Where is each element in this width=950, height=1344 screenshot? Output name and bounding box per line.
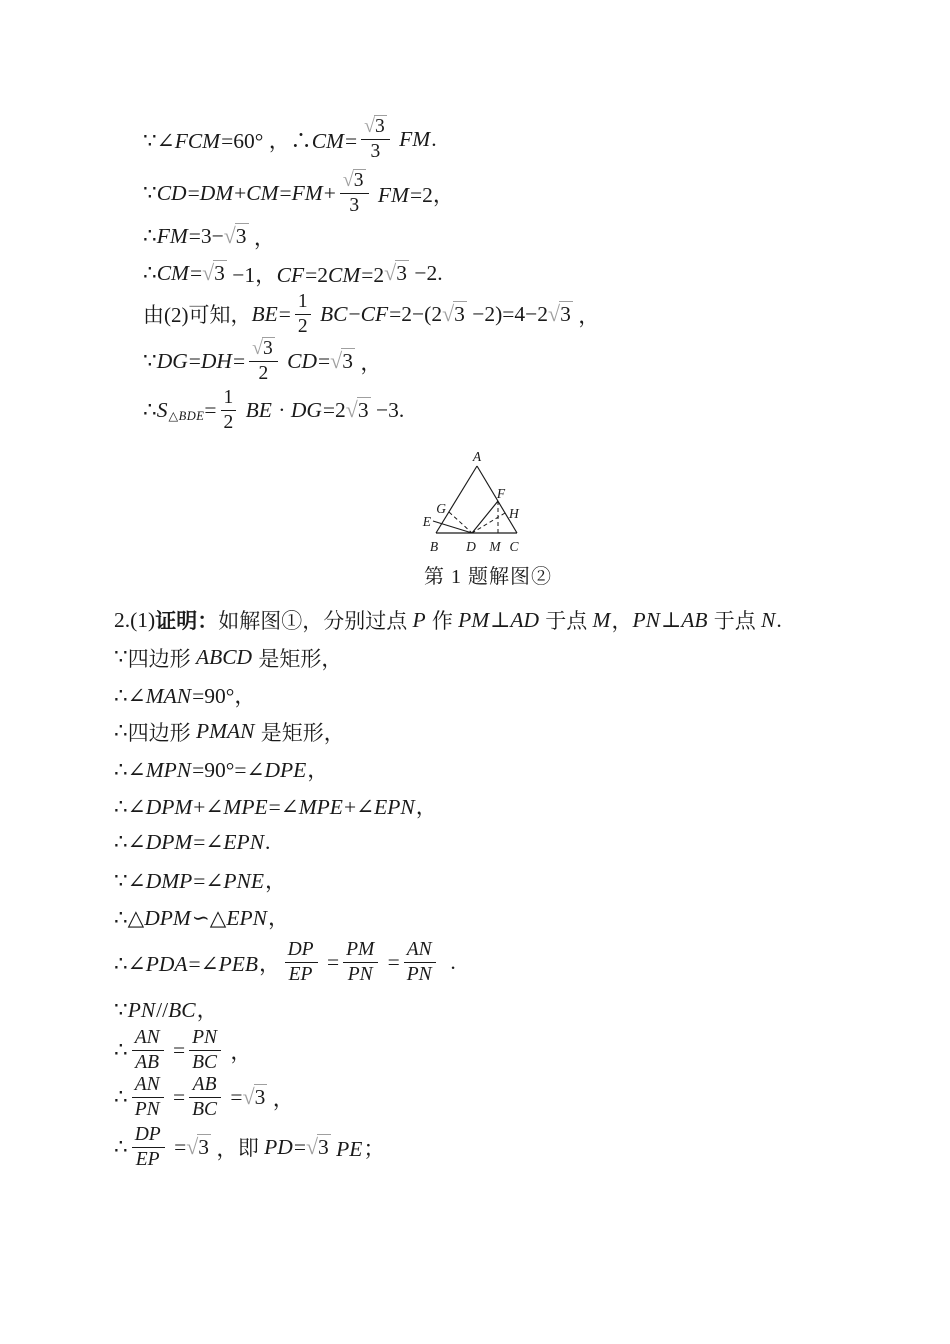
square-root: √3 (305, 1134, 329, 1159)
square-root: √3 (186, 1134, 209, 1159)
figure-edge-HD (472, 513, 505, 533)
solution-1-continuation-block (0, 110, 950, 434)
math-text: ， (267, 1086, 295, 1111)
math-text: AB (192, 1073, 217, 1095)
math-line (114, 1027, 950, 1073)
math-text: ∴ (114, 1134, 128, 1159)
radical-sign: √ (186, 1134, 199, 1159)
math-text: N. (760, 607, 782, 632)
math-text: ， (572, 303, 600, 328)
math-text: 2 (223, 411, 234, 433)
math-text: = (167, 1084, 186, 1109)
math-text: ∴ (114, 719, 128, 743)
math-line (114, 713, 950, 750)
math-line (114, 1073, 950, 1121)
math-text: ∴ (114, 1037, 128, 1062)
proof-label-text: 证明： (155, 609, 219, 633)
fraction (189, 1074, 221, 1121)
math-text: BC (192, 1098, 218, 1120)
radical-sign: √ (342, 169, 354, 192)
figure-point-label-A: A (472, 449, 482, 464)
math-text: 2 (297, 315, 308, 337)
fraction (221, 387, 237, 434)
geometry-figure-wrap (405, 438, 571, 560)
math-line (143, 218, 950, 254)
square-root: √3 (342, 169, 364, 192)
math-text: PD= (264, 1134, 306, 1159)
math-text: PN (192, 1026, 218, 1048)
math-text: −2)=4−2 (466, 301, 549, 326)
math-text: FM=2， (377, 182, 455, 207)
radical-sign: √ (384, 260, 397, 285)
chinese-text: 四边形 (127, 720, 196, 745)
chinese-text: 即 (237, 1136, 265, 1160)
square-root: √3 (548, 301, 571, 326)
figure-point-label-F: F (496, 486, 506, 501)
radical-sign: √ (345, 397, 358, 422)
math-text: BC−CF=2−(2 (320, 301, 443, 326)
fraction (404, 939, 436, 986)
square-root: √3 (384, 260, 407, 285)
math-text: . (439, 949, 456, 974)
math-line (114, 639, 950, 676)
math-text: CD= (287, 348, 331, 373)
math-text: ∴∠PDA=∠PEB， (114, 951, 281, 976)
chinese-text: 是矩形， (253, 646, 343, 671)
math-text: P (412, 607, 426, 632)
square-root: √3 (345, 397, 369, 422)
math-text: PN (406, 963, 432, 985)
math-text: −2. (408, 260, 443, 285)
math-text: EP (288, 963, 313, 985)
math-text: DP (134, 1123, 161, 1145)
math-text: AN (134, 1026, 160, 1048)
math-text: ∴∠DPM+∠MPE=∠MPE+∠EPN， (114, 795, 438, 819)
math-text: ABCD (195, 645, 253, 669)
figure-point-label-B: B (429, 539, 439, 554)
math-text: PN (347, 963, 373, 985)
figure-point-label-H: H (509, 506, 519, 521)
chinese-text: 由(2)可知， (143, 303, 252, 327)
math-text: BE · DG=2 (245, 397, 346, 422)
math-text: AN (134, 1073, 160, 1095)
math-text: ， (248, 225, 276, 250)
math-text: EP (135, 1148, 160, 1170)
problem-2-solution-block (0, 601, 950, 1173)
chinese-text: 四边形 (127, 646, 196, 671)
figure-point-label-D: D (466, 539, 476, 554)
square-root: √3 (364, 115, 385, 138)
math-line (143, 168, 950, 218)
math-text: 3 (349, 195, 360, 216)
math-text: ∵∠FCM=60° ，∴CM= (143, 128, 358, 153)
chinese-text: 作 (426, 609, 459, 633)
math-text: PM⊥AD (458, 607, 540, 632)
figure-point-label-C: C (509, 539, 519, 554)
radical-sign: √ (242, 1084, 255, 1109)
math-text: ∵DG=DH= (143, 348, 246, 373)
fraction (295, 291, 311, 338)
chinese-text: 如解图①，分别过点 (218, 609, 413, 633)
chinese-text: 是矩形， (255, 720, 345, 745)
figure-caption: 第 1 题解图② (424, 566, 552, 588)
chinese-text: ， (611, 609, 633, 633)
math-text: = (225, 1084, 243, 1109)
math-text: 3 (370, 141, 381, 162)
math-line (143, 254, 950, 292)
math-line (114, 787, 950, 824)
math-line (114, 676, 950, 713)
math-text: ∵∠DMP=∠PNE， (114, 869, 287, 893)
math-text: = (204, 397, 217, 422)
chinese-text: 于点 (540, 609, 593, 633)
math-text: = (321, 949, 340, 974)
math-text: DP (287, 938, 314, 960)
figure-point-label-M: M (489, 539, 501, 554)
math-text: 2.(1) (114, 607, 156, 632)
math-text: PM (346, 938, 375, 960)
math-text: PMAN (195, 719, 255, 743)
figure-point-label-G: G (436, 501, 446, 516)
figure-edge-DF (472, 501, 498, 533)
fraction (340, 169, 369, 217)
chinese-text: 于点 (708, 609, 761, 633)
math-line (114, 935, 950, 989)
square-root: √3 (223, 223, 247, 248)
math-text: ∴FM=3− (143, 223, 224, 248)
radical-sign: √ (252, 337, 264, 360)
radical-sign: √ (330, 348, 343, 373)
radical-sign: √ (364, 115, 376, 138)
radical-sign: √ (202, 260, 215, 285)
math-text: AN (406, 938, 432, 960)
math-text: PE； (336, 1136, 385, 1161)
math-text: = (168, 1134, 187, 1159)
fraction (132, 1074, 164, 1121)
math-line (114, 898, 950, 935)
square-root: √3 (330, 348, 353, 373)
math-line (143, 336, 950, 386)
fraction (132, 1027, 164, 1074)
math-text: ∴∠MAN=90°， (114, 684, 256, 708)
math-text: −1，CF=2CM=2 (226, 262, 385, 287)
math-text: BE= (251, 301, 291, 326)
geometry-figure (405, 438, 571, 560)
math-line (143, 386, 950, 434)
math-line (114, 861, 950, 898)
figure-edge-AB (436, 466, 477, 533)
math-text: ∴CM= (143, 260, 203, 285)
fraction (189, 1027, 221, 1074)
fraction (361, 115, 390, 163)
math-text: 2 (258, 363, 269, 384)
math-text: ∵PN//BC， (114, 997, 219, 1022)
math-text: ， (211, 1136, 238, 1161)
radical-sign: √ (548, 301, 561, 326)
fraction (343, 939, 378, 986)
math-text: AB (135, 1051, 160, 1073)
math-text: ， (225, 1039, 252, 1064)
subscript: △BDE (168, 409, 205, 423)
math-line (143, 110, 950, 168)
math-text: ∴△DPM∽△EPN， (114, 906, 290, 930)
square-root: √3 (242, 1084, 266, 1109)
math-text: ， (354, 350, 382, 375)
math-text: FM. (399, 126, 437, 151)
fraction (132, 1124, 165, 1171)
fraction (285, 939, 318, 986)
math-text: BC (192, 1051, 218, 1073)
math-line (114, 1121, 950, 1173)
math-text: ∵ (114, 645, 128, 669)
math-text: = (167, 1037, 186, 1062)
radical-sign: √ (305, 1134, 318, 1159)
math-line (114, 750, 950, 787)
math-line (114, 989, 950, 1027)
math-line (114, 601, 950, 639)
math-text: ∴∠DPM=∠EPN. (114, 830, 271, 854)
math-line (143, 292, 950, 336)
math-text: ∴∠MPN=90°=∠DPE， (114, 758, 329, 782)
radical-sign: √ (442, 301, 455, 326)
radical-sign: √ (223, 223, 236, 248)
math-text: = (382, 949, 400, 974)
fraction (249, 337, 278, 385)
math-text: PN (134, 1098, 160, 1120)
math-text: ∴ (114, 1084, 128, 1109)
math-text: ∵CD=DM+CM=FM+ (143, 180, 336, 205)
math-text: ∴S (143, 397, 168, 422)
square-root: √3 (252, 337, 273, 360)
math-text: M (592, 607, 611, 632)
square-root: √3 (202, 260, 225, 285)
math-text: 1 (223, 386, 234, 408)
square-root: √3 (442, 301, 465, 326)
math-text: −3. (370, 397, 405, 422)
math-line (114, 824, 950, 861)
math-text: 1 (297, 290, 308, 312)
math-text: PN⊥AB (632, 607, 708, 632)
figure-point-label-E: E (422, 514, 431, 529)
